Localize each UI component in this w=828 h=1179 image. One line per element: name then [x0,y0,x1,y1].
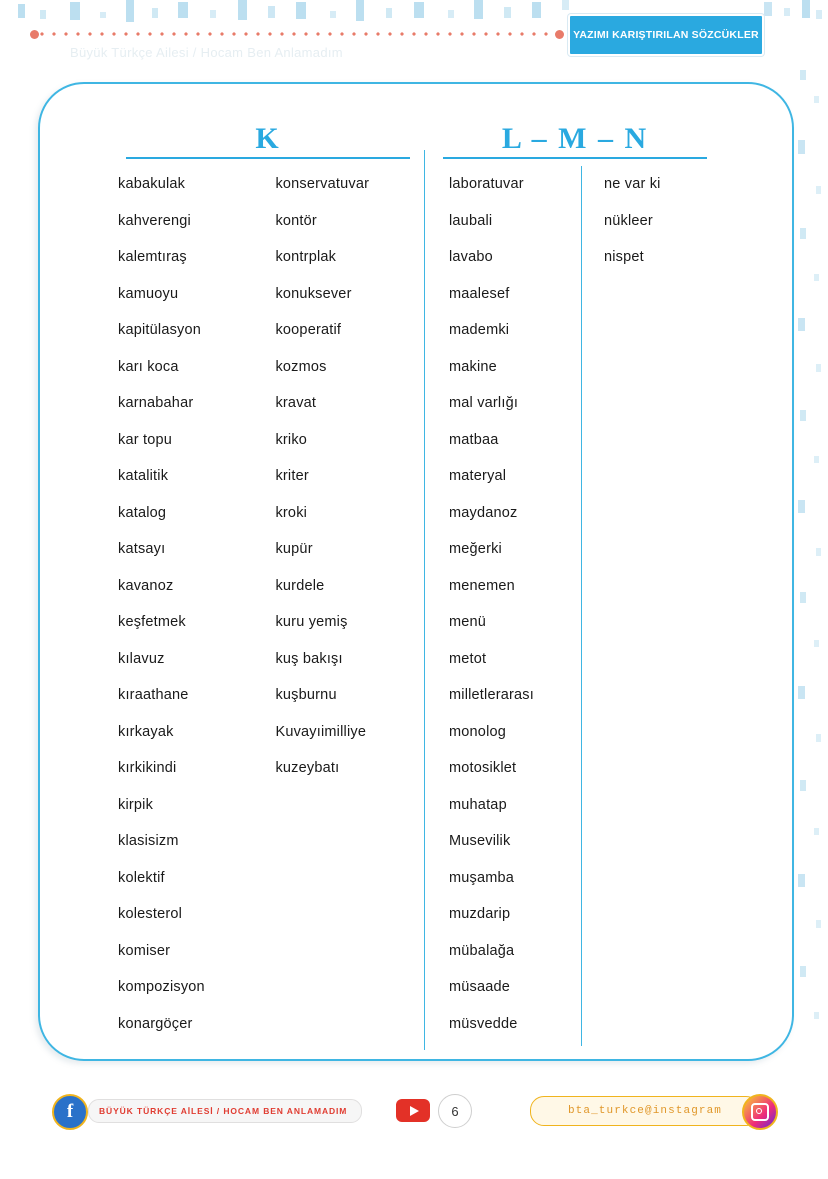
word-item: kapitülasyon [118,322,202,338]
word-item: ne var ki [604,176,661,192]
word-item: mal varlığı [449,395,519,411]
youtube-play-icon[interactable] [396,1099,430,1122]
word-item: katalog [118,504,167,521]
group-title-k: K [255,122,281,155]
instagram-handle-pill [530,1096,760,1126]
section-header-label: YAZIMI KARIŞTIRILAN SÖZCÜKLER [573,29,759,41]
word-item: laubali [449,212,493,229]
word-item: kontör [275,212,317,229]
word-item: lavabo [449,249,493,265]
word-item: müsaade [449,979,511,995]
group-underline-k [126,157,410,159]
word-item: muşamba [449,869,515,886]
word-item: laboratuvar [449,176,524,192]
word-item: nükleer [604,212,653,229]
word-item: maalesef [449,285,510,302]
word-item: kırkayak [118,723,174,740]
word-item: materyal [449,468,507,484]
word-item: matbaa [449,431,499,448]
group-heading-k [118,124,418,166]
word-item: karı koca [118,358,179,375]
brand-pill [88,1099,362,1123]
word-item: metot [449,650,487,667]
word-item: kırkikindi [118,760,177,776]
word-item: maydanoz [449,504,518,521]
decorative-right-band [790,0,828,1100]
word-item: kuzeybatı [275,760,340,776]
word-column [118,166,265,1042]
instagram-icon[interactable] [742,1094,778,1130]
word-item: mübalağa [449,942,515,959]
word-item: kolektif [118,869,165,886]
word-item: kuşburnu [275,687,337,703]
word-item: menemen [449,577,515,594]
word-item: kupür [275,541,313,557]
brand-label: BÜYÜK TÜRKÇE AİLESİ / HOCAM BEN ANLAMADIM [99,1106,348,1116]
page-number: 6 [438,1094,472,1128]
word-item: komiser [118,942,171,959]
word-item: kar topu [118,431,172,448]
section-header-tab [568,14,764,56]
word-item: Musevilik [449,833,511,849]
word-item: milletlerarası [449,687,534,703]
word-item: müsvedde [449,1015,518,1032]
word-item: katsayı [118,541,166,557]
column-divider [424,150,425,1050]
word-item: katalitik [118,468,169,484]
group-underline-lmn [443,157,707,159]
word-item: kurdele [275,577,325,594]
word-item: kabakulak [118,176,186,192]
word-item: kalemtıraş [118,249,187,265]
word-item: mademki [449,322,510,338]
word-item: karnabahar [118,395,194,411]
word-item: kıraathane [118,687,189,703]
word-item: nispet [604,249,644,265]
word-item: motosiklet [449,760,517,776]
word-item: kozmos [275,358,327,375]
word-item: muhatap [449,796,507,813]
word-item: muzdarip [449,906,511,922]
word-item: konservatuvar [275,176,370,192]
word-item: klasisizm [118,833,179,849]
word-item: kılavuz [118,650,165,667]
word-item: kirpik [118,796,154,813]
word-column [435,166,575,1046]
word-list-card [38,82,794,1061]
column-divider [581,166,582,1046]
word-item: kroki [275,504,308,521]
page-footer [42,1090,788,1136]
word-item: monolog [449,723,507,740]
word-item: konargöçer [118,1015,193,1032]
word-item: kavanoz [118,577,174,594]
word-item: kahverengi [118,212,191,229]
word-item: kontrplak [275,249,337,265]
letter-group-lmn [435,124,715,1050]
word-item: meğerki [449,541,502,557]
word-item: kolesterol [118,906,183,922]
decorative-dotted-line [36,32,556,36]
letter-group-k [118,124,418,1050]
word-item: kuş bakışı [275,650,343,667]
watermark-text: Büyük Türkçe Ailesi / Hocam Ben Anlamadım [70,45,343,60]
word-item: kriko [275,431,308,448]
word-item: kriter [275,468,309,484]
word-item: kravat [275,395,317,411]
word-item: kompozisyon [118,979,205,995]
group-title-lmn: L – M – N [501,122,649,155]
word-item: Kuvayıimilliye [275,723,367,740]
word-column [265,166,418,1042]
word-item: kamuoyu [118,285,179,302]
facebook-icon[interactable]: f [52,1094,88,1130]
word-item: kuru yemiş [275,614,348,630]
word-item: makine [449,358,497,375]
group-heading-lmn [435,124,715,166]
word-item: kooperatif [275,322,342,338]
word-item: menü [449,614,487,630]
instagram-handle-label: bta_turkce@instagram [567,1105,723,1117]
word-columns-container [118,124,718,1050]
word-column [592,166,712,1046]
word-item: konuksever [275,285,352,302]
word-item: keşfetmek [118,614,186,630]
